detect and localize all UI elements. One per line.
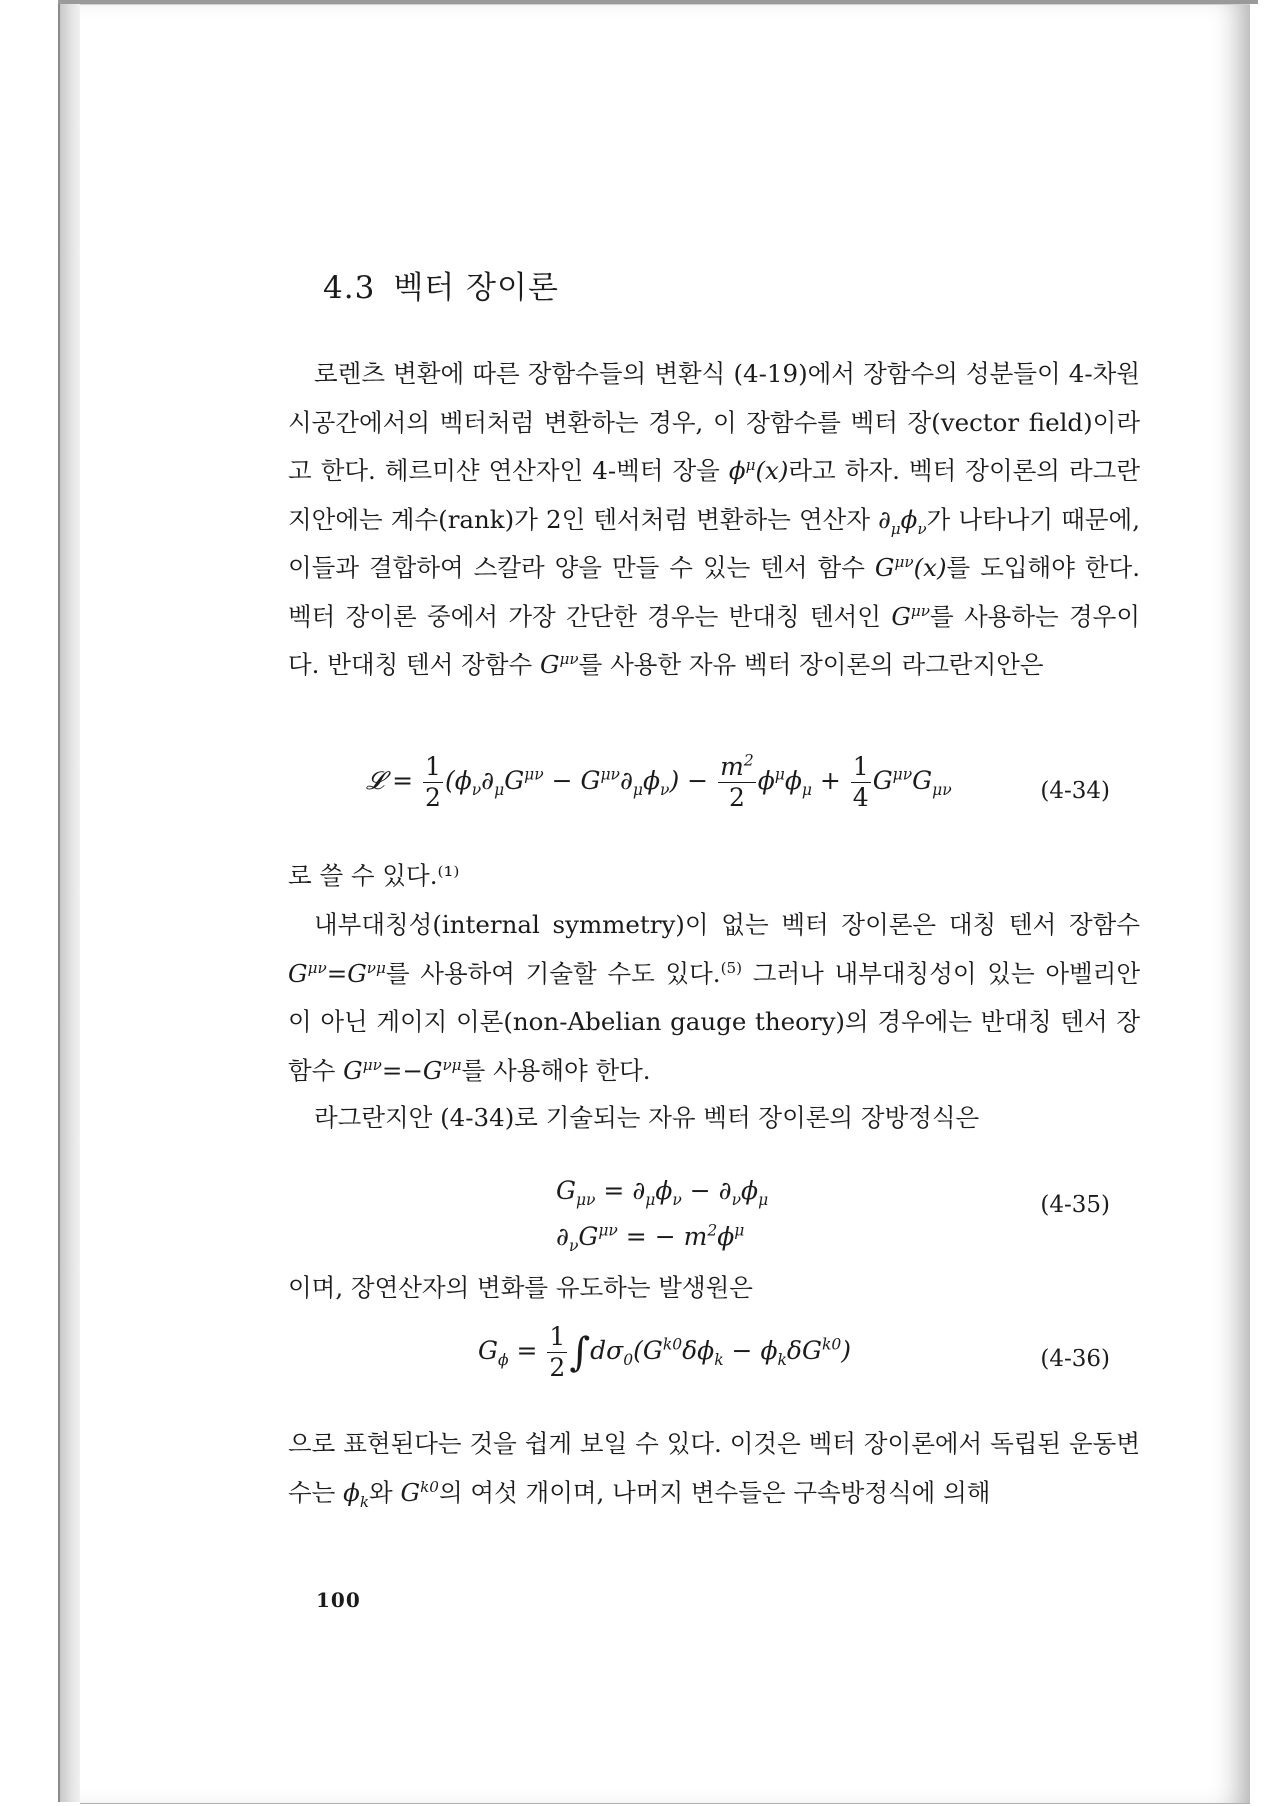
paragraph-conclusion: 으로 표현된다는 것을 쉽게 보일 수 있다. 이것은 벡터 장이론에서 독립된 운동변수는 $\phi_k$와 $G^{k0}$의 여섯 개이며, 나머지 변수들은 구속방정식에 의해 [288, 1429, 1140, 1511]
section-number: 4.3 [323, 270, 376, 306]
equation-4-36 [288, 1322, 1140, 1402]
paragraph: 로 쓸 수 있다.⁽¹⁾ [288, 861, 460, 890]
paragraph: 라그란지안 (4-34)로 기술되는 자유 벡터 장이론의 장방정식은 [314, 1103, 980, 1132]
equation-body: 𝓛 = $\frac{1}{2}$ $(\phi_\nu\partial_\mu G^{\mu\nu} - G^{\mu\nu}\partial_\mu\phi_\nu)$ − $\frac{m^2}{2}$ $\phi^\mu\phi_\mu$ + $\frac{1}{4}$ $G^{\mu\nu}G_{\mu\nu}$ [366, 751, 952, 812]
section-heading [323, 262, 559, 307]
paragraph-intro: 로렌츠 변환에 따른 장함수들의 변환식 (4-19)에서 장함수의 성분들이 4-차원 시공간에서의 벡터처럼 변환하는 경우, 이 장함수를 벡터 장(vector field)이라고 한다. 헤르미샨 연산자인 4-벡터 장을 $\phi^\mu(x)$라고 하자. 벡터 장이론의 라그란지안에는 계수(rank)가 2인 텐서처럼 변환하는 연산자 $\partial_\mu\phi_\nu$가 나타나기 때문에, 이들과 결합하여 스칼라 양을 만들 수 있는 텐서 함수 $G^{\mu\nu}(x)$를 도입해야 한다. 벡터 장이론 중에서 가장 간단한 경우는 반대칭 텐서인 $G^{\mu\nu}$를 사용하는 경우이다. 반대칭 텐서 장함수 $G^{\mu\nu}$를 사용한 자유 벡터 장이론의 라그란지안은 [288, 359, 1140, 679]
paragraph-internal-symmetry: 내부대칭성(internal symmetry)이 없는 벡터 장이론은 대칭 텐서 장함수 $G^{\mu\nu}=G^{\nu\mu}$를 사용하여 기술할 수도 있다.$^{(5)}$ 그러나 내부대칭성이 있는 아벨리안이 아닌 게이지 이론(non-Abelian gauge theory)의 경우에는 반대칭 텐서 장함수 $G^{\mu\nu}=-G^{\nu\mu}$를 사용해야 한다. [288, 910, 1140, 1085]
section-title: 벡터 장이론 [393, 270, 559, 306]
book-spine [58, 4, 82, 1802]
paragraph: 이며, 장연산자의 변화를 유도하는 발생원은 [288, 1273, 753, 1302]
equation-label: (4-35) [1040, 1192, 1110, 1218]
equation-body: $G_\phi$ = $\frac{1}{2}$ $\int d\sigma_0(G^{k0}\delta\phi_k - \phi_k\delta G^{k0})$ [478, 1322, 851, 1382]
equation-4-35 [288, 1168, 1140, 1258]
equation-body: $G_{\mu\nu} = \partial_\mu\phi_\nu - \partial_\nu\phi_\mu$ $\partial_\nu G^{\mu\nu}$ = − $m^2\phi^\mu$ [556, 1176, 769, 1255]
page-number: 100 [316, 1588, 361, 1612]
equation-label: (4-34) [1040, 778, 1110, 804]
equation-4-34 [288, 752, 1140, 832]
equation-label: (4-36) [1040, 1346, 1110, 1372]
